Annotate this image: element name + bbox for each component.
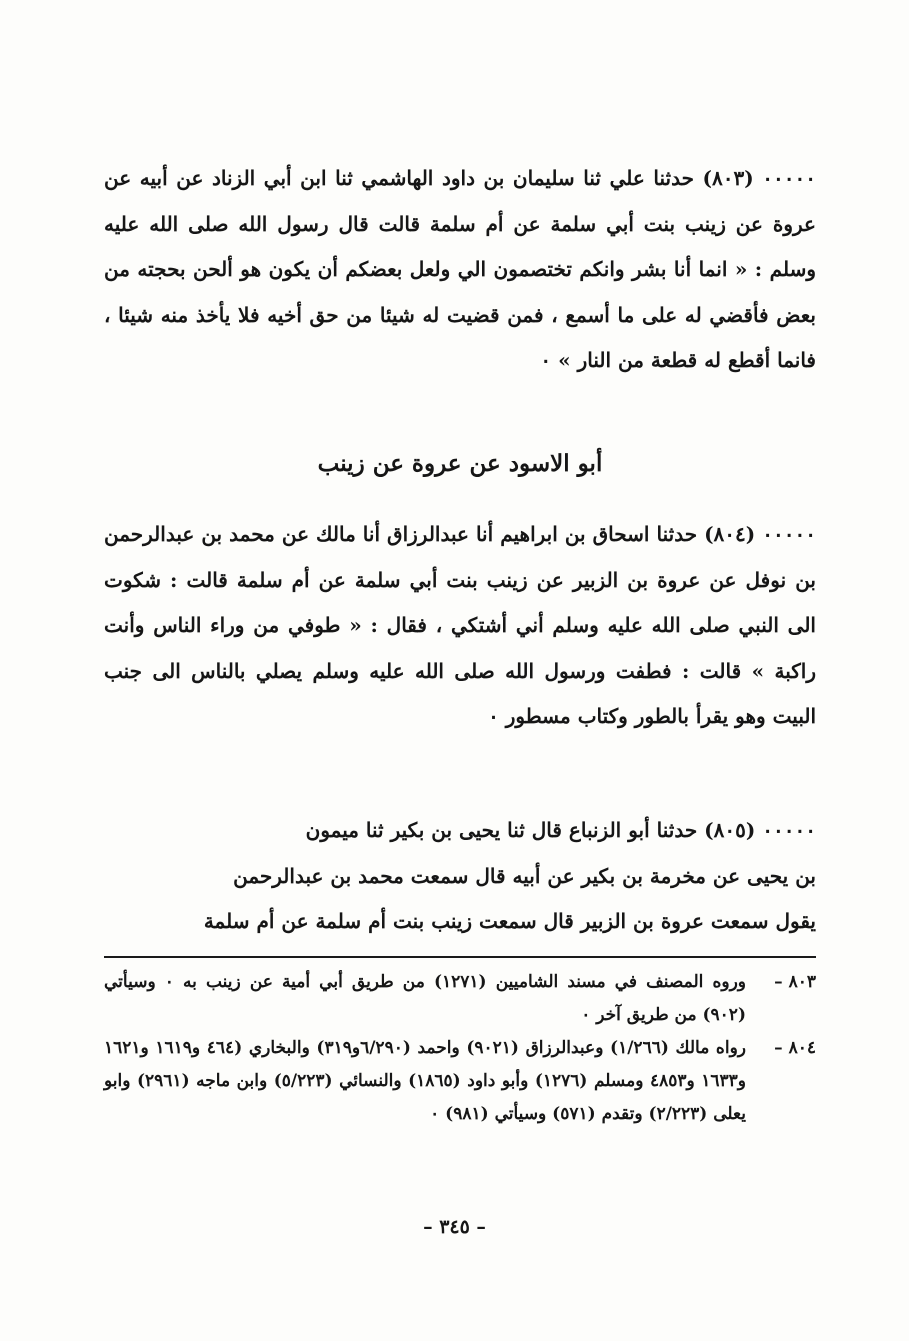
page-number: – ٣٤٥ –: [423, 1216, 486, 1238]
hadith-804-paragraph: ٠٠٠٠٠ (٨٠٤) حدثنا اسحاق بن ابراهيم أنا عبدالرزاق أنا مالك عن محمد بن عبدالرحمن بن نوفل عن عروة بن الزبير عن زينب بنت أبي سلمة عن أم سلمة قالت : شكوت الى النبي صلى الله عليه وسلم أني أشتكي ، فقال : « طوفي من وراء الناس وأنت راكبة » قالت : فطفت ورسول الله صلى الله عليه وسلم يصلي بالناس الى جنب البيت وهو يقرأ بالطور وكتاب مسطور ٠: [104, 522, 816, 728]
footnote-text: وروه المصنف في مسند الشاميين (١٢٧١) من طريق أبي أمية عن زينب به ٠ وسيأتي (٩٠٢) من طريق آخر ٠: [104, 972, 746, 1025]
footnote-separator: [104, 956, 816, 958]
footnote-text: رواه مالك (١/٢٦٦) وعبدالرزاق (٩٠٢١) واحمد (٦/٢٩٠و٣١٩) والبخاري (٤٦٤ و١٦١٩ و١٦٢١ و١٦٣٣ و٤٨٥٣ ومسلم (١٢٧٦) وأبو داود (١٨٦٥) والنسائي (٥/٢٢٣) وابن ماجه (٢٩٦١) وابو يعلى (٢/٢٢٣) وتقدم (٥٧١) وسيأتي (٩٨١) ٠: [104, 1038, 746, 1124]
footnotes: [104, 966, 816, 1131]
hadith-805-line: يقول سمعت عروة بن الزبير قال سمعت زينب بنت أم سلمة عن أم سلمة: [203, 909, 816, 933]
footnote-804: [104, 1032, 816, 1131]
hadith-805-line: بن يحيى عن مخرمة بن بكير عن أبيه قال سمعت محمد بن عبدالرحمن: [233, 863, 816, 888]
section-heading: أبو الاسود عن عروة عن زينب: [317, 450, 603, 477]
footnote-number: ٨٠٣ –: [774, 972, 816, 992]
footnote-803: [104, 966, 816, 1032]
hadith-805-paragraph: [104, 808, 816, 945]
footnote-number: ٨٠٤ –: [774, 1038, 816, 1058]
hadith-805-line: ٠٠٠٠٠ (٨٠٥) حدثنا أبو الزنباع قال ثنا يحيى بن بكير ثنا ميمون: [305, 818, 816, 842]
hadith-803-paragraph: ٠٠٠٠٠ (٨٠٣) حدثنا علي ثنا سليمان بن داود الهاشمي ثنا ابن أبي الزناد عن أبيه عن عروة عن زينب بنت أبي سلمة عن أم سلمة قالت قال رسول الله صلى الله عليه وسلم : « انما أنا بشر وانكم تختصمون الي ولعل بعضكم أن يكون هو ألحن بحجته من بعض فأقضي له على ما أسمع ، فمن قضيت له شيئا من حق أخيه فلا يأخذ منه شيئا ، فانما أقطع له قطعة من النار » ٠: [104, 166, 816, 372]
